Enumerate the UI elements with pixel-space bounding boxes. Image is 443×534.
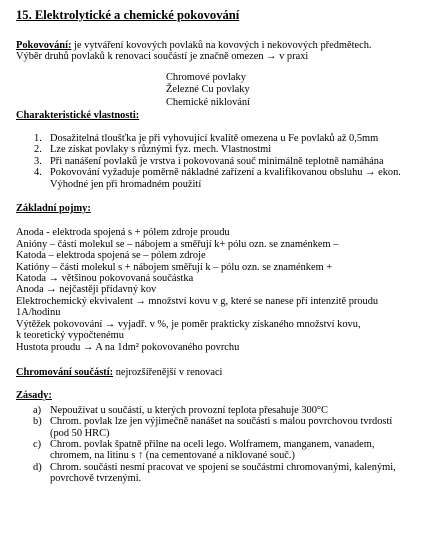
list-number: 3.	[34, 155, 42, 167]
list-letter: b)	[33, 416, 42, 428]
intro-text-2: Výběr druhů povlaků k renovaci součástí je značně omezen → v praxi	[16, 51, 309, 63]
term-line: Katoda – elektroda spojená se – pólem zdroje	[16, 250, 206, 262]
list-item	[16, 416, 436, 439]
coating-type: Železné Cu povlaky	[166, 84, 250, 96]
list-item	[16, 144, 436, 155]
list-text: Chrom. povlak lze jen výjimečně nanášet na součásti s malou povrchovou tvrdostí	[50, 416, 393, 428]
list-item	[16, 405, 436, 416]
list-text: (pod 50 HRC)	[50, 427, 110, 439]
rules-heading: Zásady:	[16, 390, 52, 402]
chrome-label: Chromování součástí:	[16, 366, 114, 378]
properties-heading: Charakteristické vlastnosti:	[16, 109, 140, 121]
list-item	[16, 133, 436, 144]
properties-list	[16, 133, 436, 190]
coating-type: Chromové povlaky	[166, 71, 246, 83]
coating-type: Chemické niklování	[166, 97, 250, 108]
list-text: povrchově tvrzenými.	[50, 473, 142, 485]
list-text: Chrom. součásti nesmí pracovat ve spojení se součástmi chromovanými, kalenými,	[50, 461, 396, 473]
terms-heading: Základní pojmy:	[16, 203, 91, 215]
term-line: Výtěžek pokovování → vyjadř. v %, je poměr prakticky získaného množství kovu,	[16, 318, 361, 330]
list-text: Pokovování vyžaduje poměrně nákladné zařízení a kvalifikovanou obsluhu → ekon.	[50, 167, 401, 179]
rules-list	[16, 405, 436, 485]
term-line: k teoretický vypočtenému	[16, 330, 124, 342]
terms-list	[16, 227, 436, 352]
intro-text: je vytváření kovových povlaků na kovových i nekovových předmětech.	[71, 40, 372, 51]
term-line: Anoda → nejčastěji přídavný kov	[16, 284, 157, 296]
term-line: Hustota proudu → A na 1dm² pokovovaného povrchu	[16, 341, 240, 353]
page-title: 15. Elektrolytické a chemické pokovování	[16, 8, 240, 22]
chrome-paragraph	[16, 367, 436, 378]
coating-types	[166, 72, 436, 110]
list-text: Při nanášení povlaků je vrstva i pokovovaná souč minimálně teplotně namáhána	[50, 155, 384, 167]
list-number: 2.	[34, 144, 42, 156]
list-letter: c)	[33, 438, 42, 450]
document-page	[16, 8, 436, 485]
intro-label: Pokovování:	[16, 40, 72, 51]
list-text: Výhodné jen při hromadném použití	[50, 178, 202, 190]
list-number: 4.	[34, 167, 42, 179]
term-line: Katióny – části molekul s + nábojem směřují k – pólu ozn. se znaménkem +	[16, 261, 333, 273]
list-text: Nepoužívat u součástí, u kterých provozní teplota přesahuje 300°C	[50, 404, 328, 416]
list-text: chromem, na litinu s ↑ (na cementované a niklované souč.)	[50, 450, 295, 462]
chrome-text: nejrozšířenější v renovaci	[113, 366, 223, 378]
list-text: Lze získat povlaky s různými fyz. mech. Vlastnostmi	[50, 144, 272, 156]
list-item	[16, 462, 436, 485]
term-line: Elektrochemický ekvivalent → množství kovu v g, které se nanese při intenzitě proudu	[16, 295, 379, 307]
term-line: Anoda - elektroda spojená s + pólem zdroje proudu	[16, 227, 230, 239]
list-item	[16, 156, 436, 167]
list-letter: a)	[33, 404, 42, 416]
list-item	[16, 167, 436, 190]
term-line: 1A/hodinu	[16, 307, 61, 319]
list-text: Dosažitelná tloušťka je při vyhovující kvalitě omezena u Fe povlaků až 0,5mm	[50, 133, 379, 144]
list-letter: d)	[33, 461, 42, 473]
list-number: 1.	[34, 133, 42, 144]
term-line: Katoda → většinou pokovovaná součástka	[16, 273, 194, 285]
list-text: Chrom. povlak špatně přilne na oceli lego. Wolframem, manganem, vanadem,	[50, 438, 375, 450]
list-item	[16, 439, 436, 462]
term-line: Anióny – částí molekul se – nábojem a směřují k+ pólu ozn. se znaménkem –	[16, 238, 339, 250]
intro-paragraph	[16, 40, 436, 51]
